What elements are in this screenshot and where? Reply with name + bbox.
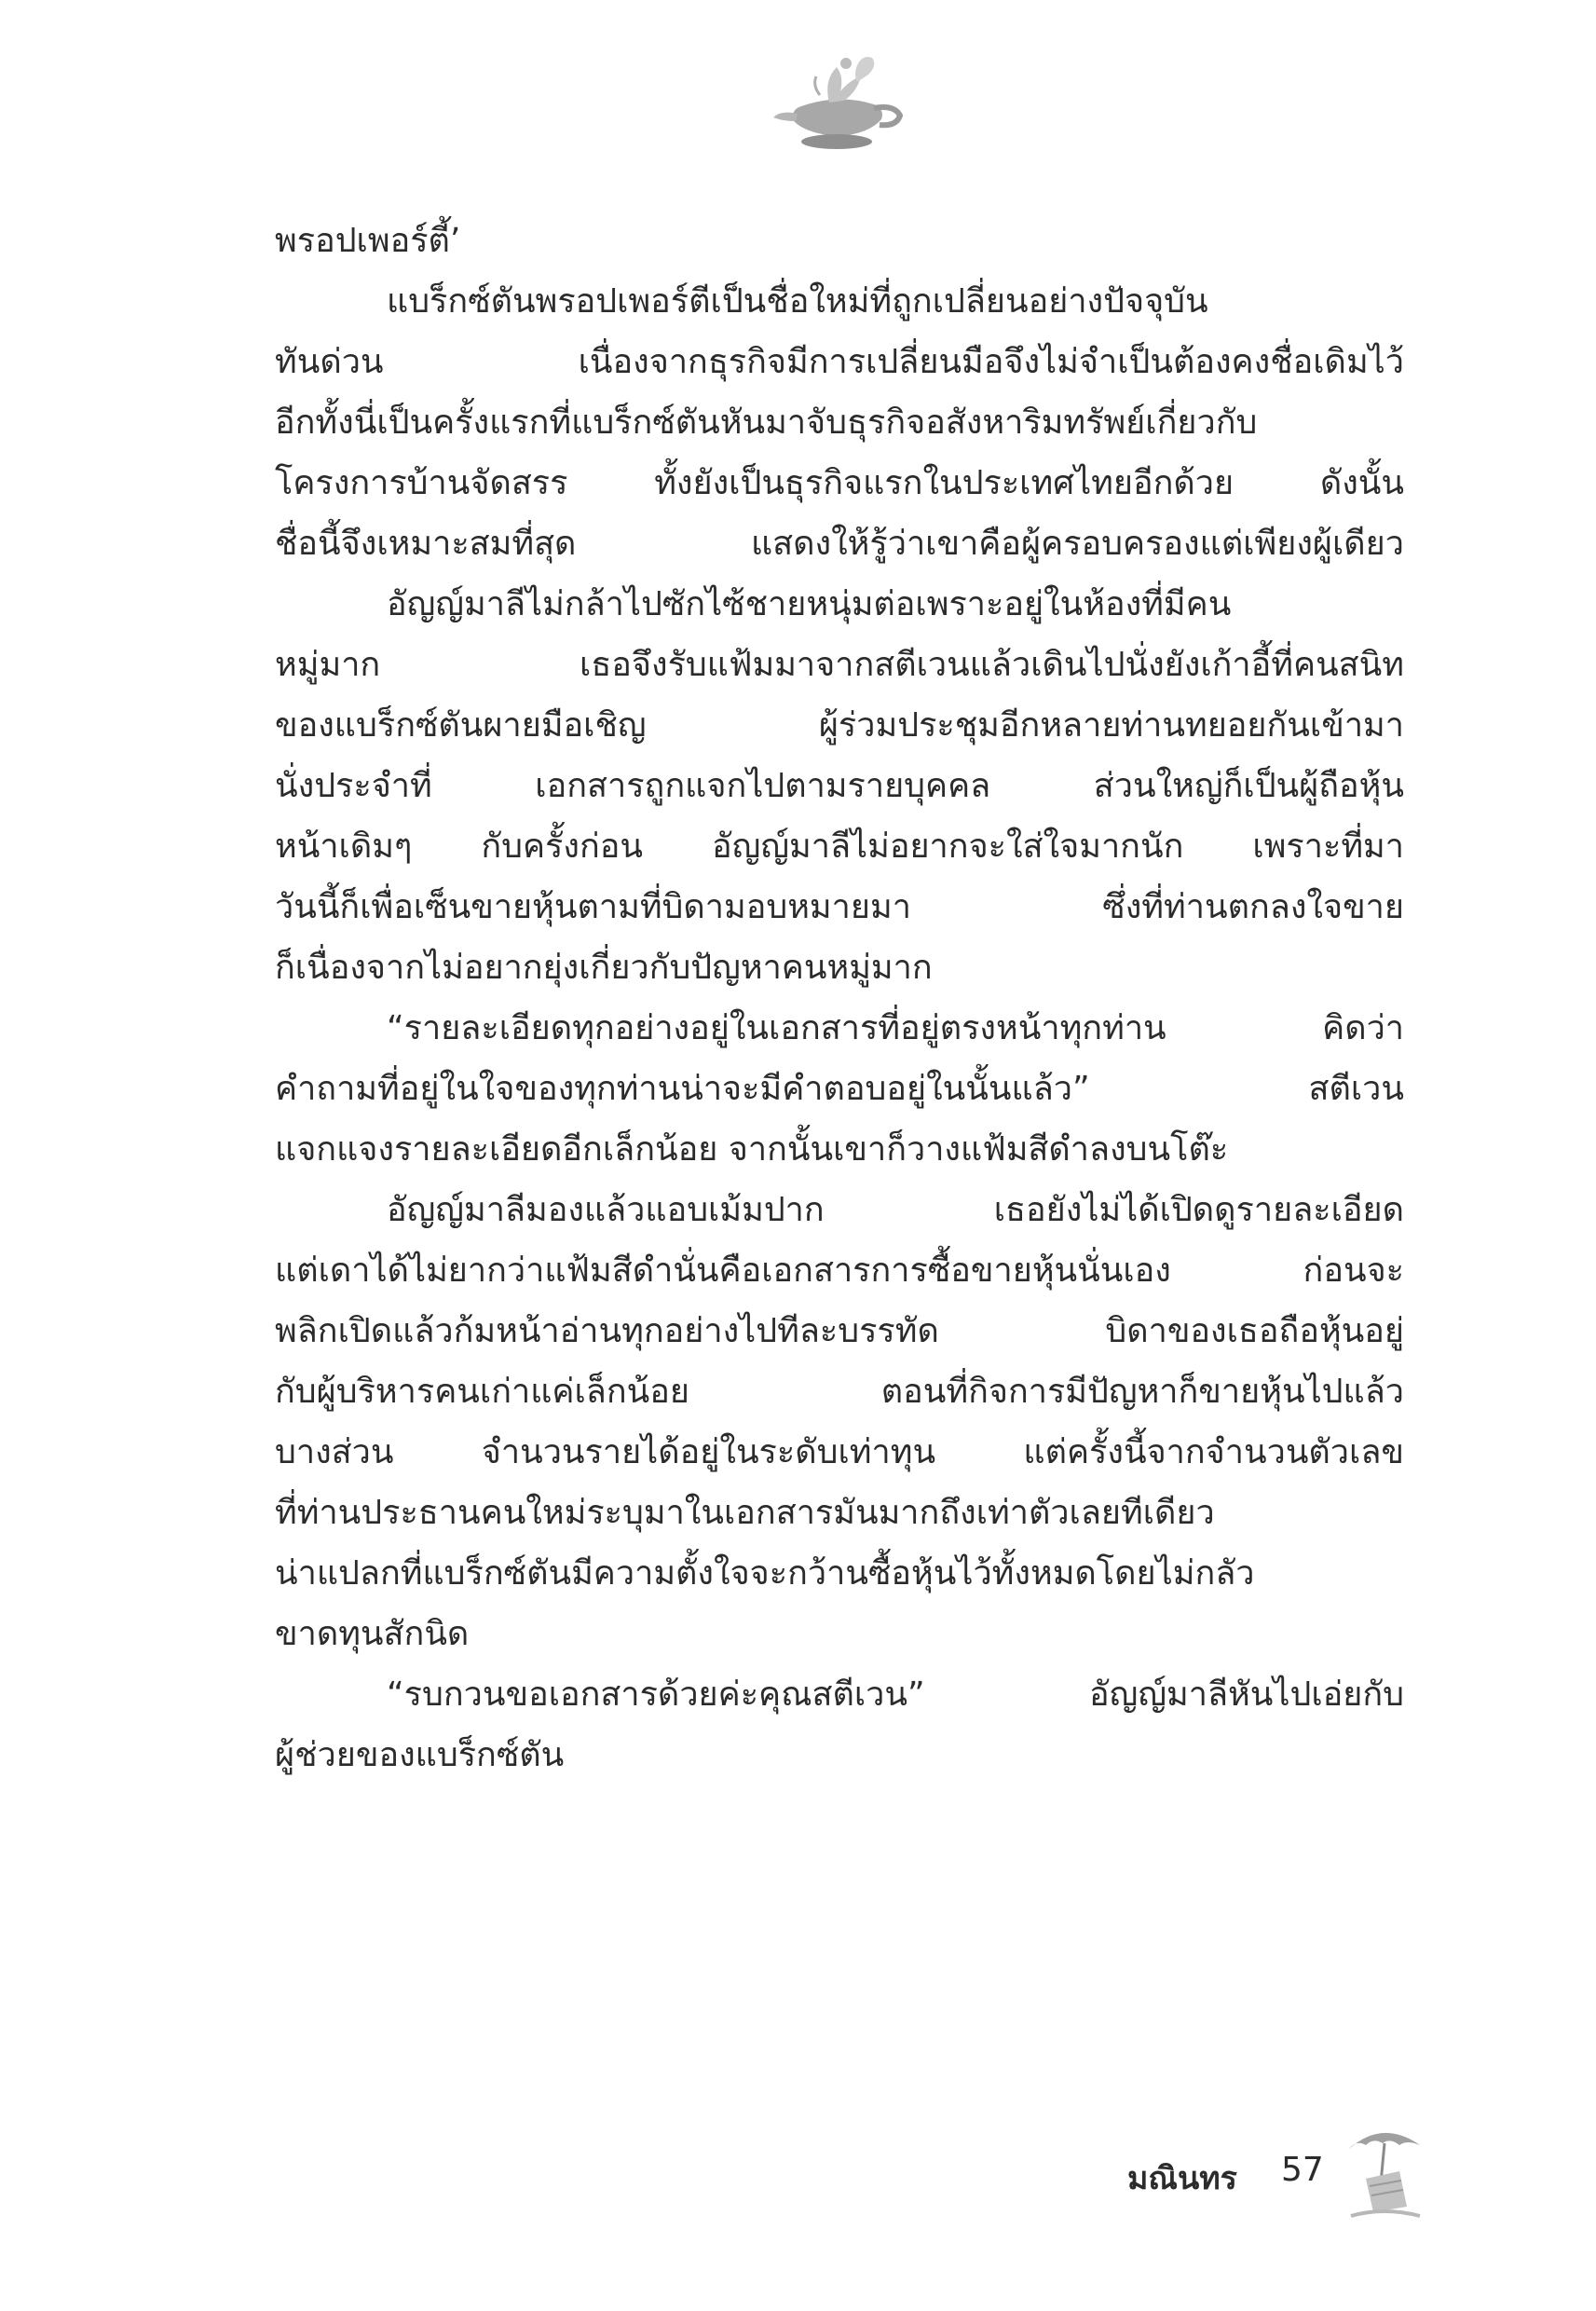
text-line: “รายละเอียดทุกอย่างอยู่ในเอกสารที่อยู่ตรงหน้าทุกท่าน คิดว่า [387, 1009, 1404, 1047]
text-line: น่าแปลกที่แบร็กซ์ตันมีความตั้งใจจะกว้านซื้อหุ้นไว้ทั้งหมดโดยไม่กลัว [275, 1554, 1255, 1593]
text-line: คำถามที่อยู่ในใจของทุกท่านน่าจะมีคำตอบอยู่ในนั้นแล้ว” สตีเวน [275, 1070, 1404, 1108]
text-line: อัญญ์มาลีไม่กล้าไปซักไซ้ชายหนุ่มต่อเพราะอยู่ในห้องที่มีคน [387, 585, 1232, 623]
text-line: พลิกเปิดแล้วก้มหน้าอ่านทุกอย่างไปทีละบรรทัด บิดาของเธอถือหุ้นอยู่ [275, 1312, 1404, 1350]
umbrella-chair-icon [1342, 2117, 1425, 2224]
text-line: แต่เดาได้ไม่ยากว่าแฟ้มสีดำนั่นคือเอกสารการซื้อขายหุ้นนั่นเอง ก่อนจะ [275, 1251, 1404, 1290]
text-line: ทันด่วน เนื่องจากธุรกิจมีการเปลี่ยนมือจึงไม่จำเป็นต้องคงชื่อเดิมไว้ [275, 343, 1404, 381]
text-line: หมู่มาก เธอจึงรับแฟ้มมาจากสตีเวนแล้วเดินไปนั่งยังเก้าอี้ที่คนสนิท [275, 646, 1404, 684]
text-line: ของแบร็กซ์ตันผายมือเชิญ ผู้ร่วมประชุมอีกหลายท่านทยอยกันเข้ามา [275, 706, 1404, 745]
lamp-ornament-icon [764, 48, 913, 170]
text-line: อัญญ์มาลีมองแล้วแอบเม้มปาก เธอยังไม่ได้เปิดดูรายละเอียด [387, 1191, 1404, 1229]
text-line: แบร็กซ์ตันพรอปเพอร์ตีเป็นชื่อใหม่ที่ถูกเปลี่ยนอย่างปัจจุบัน [387, 282, 1208, 321]
text-line: แจกแจงรายละเอียดอีกเล็กน้อย จากนั้นเขาก็วางแฟ้มสีดำลงบนโต๊ะ [275, 1130, 1229, 1169]
text-line: ชื่อนี้จึงเหมาะสมที่สุด แสดงให้รู้ว่าเขาคือผู้ครอบครองแต่เพียงผู้เดียว [275, 525, 1404, 563]
text-line: “รบกวนขอเอกสารด้วยค่ะคุณสตีเวน” อัญญ์มาลีหันไปเอ่ยกับ [387, 1675, 1404, 1714]
page-number: 57 [1281, 2151, 1324, 2189]
text-line: ผู้ช่วยของแบร็กซ์ตัน [275, 1736, 565, 1774]
text-line: โครงการบ้านจัดสรร ทั้งยังเป็นธุรกิจแรกในประเทศไทยอีกด้วย ดังนั้น [275, 464, 1404, 502]
text-line: ขาดทุนสักนิด [275, 1615, 470, 1653]
text-line: ที่ท่านประธานคนใหม่ระบุมาในเอกสารมันมากถึงเท่าตัวเลยทีเดียว [275, 1494, 1215, 1532]
text-line: หน้าเดิมๆ กับครั้งก่อน อัญญ์มาลีไม่อยากจะใส่ใจมากนัก เพราะที่มา [275, 827, 1404, 866]
text-line: ก็เนื่องจากไม่อยากยุ่งเกี่ยวกับปัญหาคนหมู่มาก [275, 949, 933, 987]
text-line: นั่งประจำที่ เอกสารถูกแจกไปตามรายบุคคล ส่วนใหญ่ก็เป็นผู้ถือหุ้น [275, 767, 1404, 805]
text-line: พรอปเพอร์ตี้’ [275, 222, 461, 260]
footer-author: มณินทร [1127, 2160, 1237, 2197]
text-line: อีกทั้งนี่เป็นครั้งแรกที่แบร็กซ์ตันหันมาจับธุรกิจอสังหาริมทรัพย์เกี่ยวกับ [275, 403, 1258, 442]
page-footer [1090, 2117, 1444, 2229]
text-line: วันนี้ก็เพื่อเซ็นขายหุ้นตามที่บิดามอบหมายมา ซึ่งที่ท่านตกลงใจขาย [275, 888, 1404, 926]
text-line: กับผู้บริหารคนเก่าแค่เล็กน้อย ตอนที่กิจการมีปัญหาก็ขายหุ้นไปแล้ว [275, 1373, 1404, 1411]
body-text [275, 211, 1404, 1785]
text-line: บางส่วน จำนวนรายได้อยู่ในระดับเท่าทุน แต่ครั้งนี้จากจำนวนตัวเลข [275, 1433, 1404, 1471]
